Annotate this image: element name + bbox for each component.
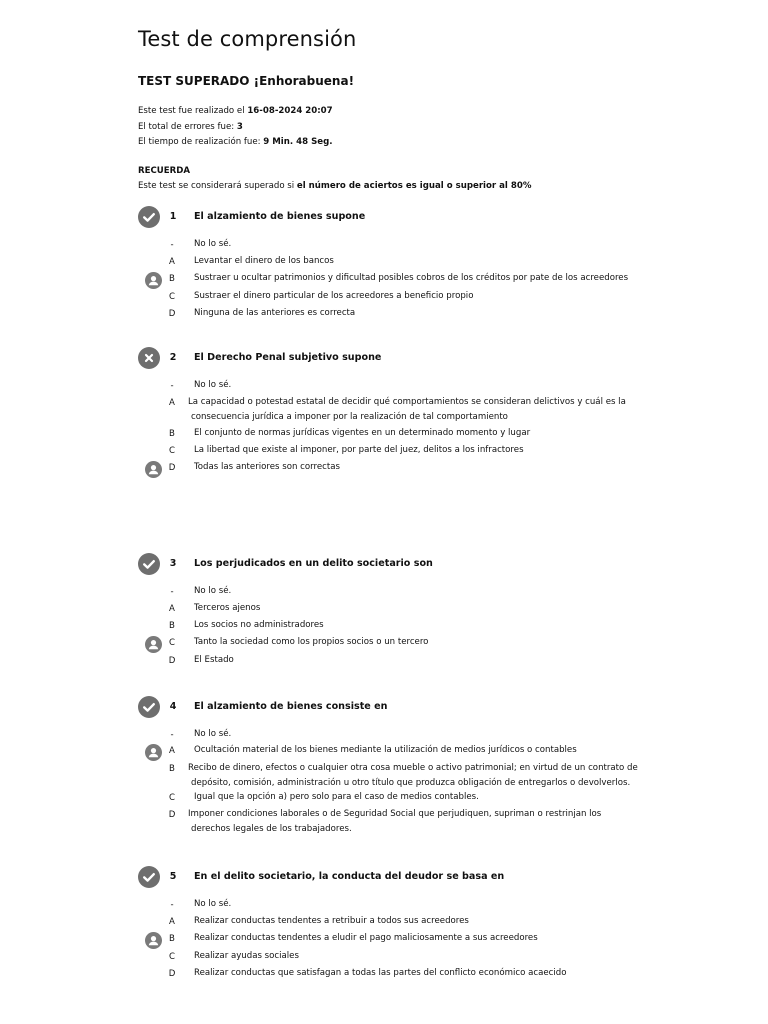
selected-answer-user-icon — [145, 932, 162, 949]
result-heading: TEST SUPERADO ¡Enhorabuena! — [138, 74, 355, 88]
option-letter: C — [168, 292, 175, 302]
option-letter: D — [168, 969, 176, 979]
option-letter: D — [168, 656, 176, 666]
selected-answer-user-icon — [145, 272, 162, 289]
option-text: El Estado — [194, 655, 234, 665]
option-text-continued: depósito, comisión, administración u otro título que produzca obligación de entregarlos o devolverlos. — [191, 778, 631, 788]
option-letter: A — [169, 398, 175, 408]
question-text: El alzamiento de bienes supone — [194, 211, 366, 222]
option-text: Realizar conductas que satisfagan a todas las partes del conflicto económico acaecido — [194, 968, 567, 978]
correct-check-icon — [138, 206, 160, 228]
option-text: Realizar conductas tendentes a retribuir a todos sus acreedores — [194, 916, 469, 926]
option-text: No lo sé. — [194, 899, 232, 909]
option-letter: C — [168, 446, 175, 456]
option-letter: D — [168, 309, 176, 319]
question-number: 4 — [169, 701, 177, 712]
option-letter: B — [169, 429, 175, 439]
question-number: 5 — [169, 871, 177, 882]
option-text: Ocultación material de los bienes mediante la utilización de medios jurídicos o contables — [194, 745, 577, 755]
option-letter: - — [170, 240, 174, 250]
time-label: El tiempo de realización fue: — [138, 137, 264, 147]
option-text: Recibo de dinero, efectos o cualquier otra cosa mueble o activo patrimonial; en virtud de un contrato de — [188, 763, 638, 773]
reminder-text — [138, 181, 531, 191]
option-letter: B — [169, 934, 175, 944]
option-text: No lo sé. — [194, 239, 232, 249]
option-text: Igual que la opción a) pero solo para el caso de medios contables. — [194, 792, 479, 802]
correct-check-icon — [138, 553, 160, 575]
question-text: El alzamiento de bienes consiste en — [194, 701, 388, 712]
option-text: Ninguna de las anteriores es correcta — [194, 308, 356, 318]
option-text: Los socios no administradores — [194, 620, 324, 630]
incorrect-cross-icon — [138, 347, 160, 369]
selected-answer-user-icon — [145, 461, 162, 478]
option-letter: B — [169, 621, 175, 631]
option-text: Realizar conductas tendentes a eludir el pago maliciosamente a sus acreedores — [194, 933, 538, 943]
option-text: No lo sé. — [194, 729, 232, 739]
option-text: No lo sé. — [194, 380, 232, 390]
option-text: Sustraer el dinero particular de los acreedores a beneficio propio — [194, 291, 474, 301]
page-title: Test de comprensión — [138, 27, 357, 51]
option-letter: C — [168, 638, 175, 648]
time-value: 9 Min. 48 Seg. — [263, 137, 333, 147]
reminder-prefix: Este test se considerará superado si — [138, 181, 297, 191]
selected-answer-user-icon — [145, 636, 162, 653]
option-letter: C — [168, 793, 175, 803]
option-text: No lo sé. — [194, 586, 232, 596]
option-text: Terceros ajenos — [194, 603, 261, 613]
option-letter: - — [170, 900, 174, 910]
reminder-heading: RECUERDA — [138, 166, 191, 176]
option-letter: A — [169, 604, 175, 614]
option-letter: A — [169, 257, 175, 267]
option-text: La libertad que existe al imponer, por parte del juez, delitos a los infractores — [194, 445, 524, 455]
option-text-continued: derechos legales de los trabajadores. — [191, 824, 352, 834]
time-line — [138, 137, 333, 147]
option-letter: B — [169, 274, 175, 284]
option-text: Sustraer u ocultar patrimonios y dificultad posibles cobros de los créditos por pate de los acreedores — [194, 273, 629, 283]
correct-check-icon — [138, 866, 160, 888]
option-text: El conjunto de normas jurídicas vigentes en un determinado momento y lugar — [194, 428, 531, 438]
option-text: Realizar ayudas sociales — [194, 951, 299, 961]
option-letter: D — [168, 810, 176, 820]
question-text: Los perjudicados en un delito societario son — [194, 558, 433, 569]
question-text: En el delito societario, la conducta del deudor se basa en — [194, 871, 505, 882]
option-letter: B — [169, 764, 175, 774]
option-text: La capacidad o potestad estatal de decidir qué comportamientos se consideran delictivos y cuál es la — [188, 397, 626, 407]
option-letter: A — [169, 746, 175, 756]
question-number: 3 — [169, 558, 177, 569]
question-text: El Derecho Penal subjetivo supone — [194, 352, 382, 363]
option-letter: D — [168, 463, 176, 473]
option-letter: A — [169, 917, 175, 927]
option-text-continued: consecuencia jurídica a imponer por la realización de tal comportamiento — [191, 412, 508, 422]
option-text: Imponer condiciones laborales o de Seguridad Social que perjudiquen, supriman o restrinjan los — [188, 809, 602, 819]
option-letter: - — [170, 587, 174, 597]
question-number: 2 — [169, 352, 177, 363]
option-letter: - — [170, 381, 174, 391]
date-line — [138, 106, 333, 116]
reminder-bold: el número de aciertos es igual o superior al 80% — [296, 181, 532, 191]
correct-check-icon — [138, 696, 160, 718]
question-number: 1 — [169, 211, 177, 222]
date-value: 16-08-2024 20:07 — [247, 106, 333, 116]
option-text: Todas las anteriores son correctas — [194, 462, 340, 472]
option-letter: C — [168, 952, 175, 962]
errors-line — [138, 122, 243, 132]
option-letter: - — [170, 730, 174, 740]
selected-answer-user-icon — [145, 744, 162, 761]
errors-value: 3 — [236, 122, 243, 132]
option-text: Levantar el dinero de los bancos — [194, 256, 334, 266]
errors-label: El total de errores fue: — [138, 122, 237, 132]
date-label: Este test fue realizado el — [138, 106, 248, 116]
option-text: Tanto la sociedad como los propios socios o un tercero — [194, 637, 429, 647]
